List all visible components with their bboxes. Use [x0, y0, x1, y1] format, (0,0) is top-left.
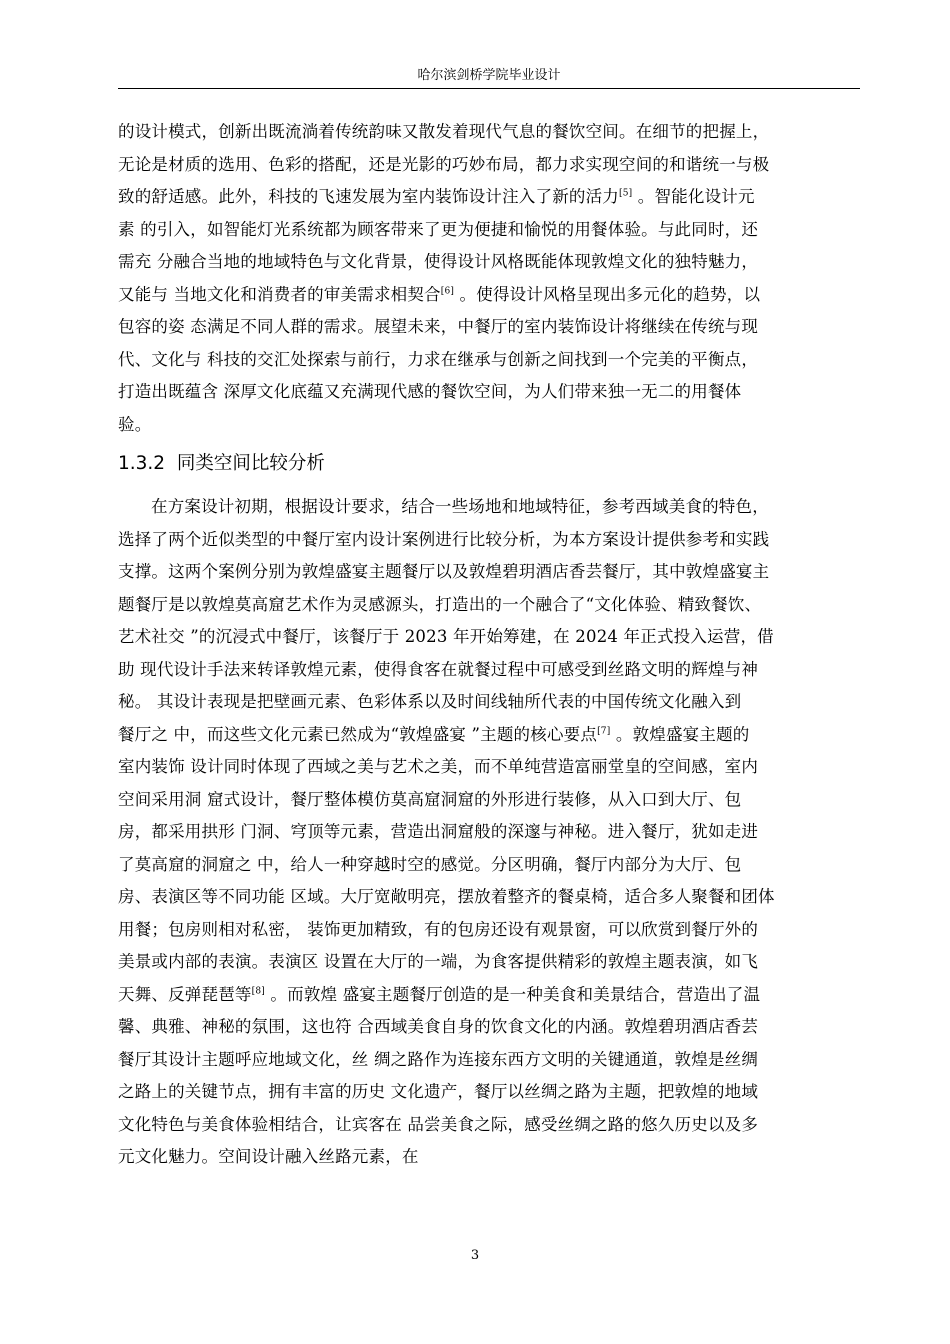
line-text: 元文化魅力。空间设计融入丝路元素，在: [118, 1147, 419, 1166]
text-line: [118, 784, 860, 817]
text-line: [118, 116, 860, 149]
document-body: [118, 116, 860, 1174]
line-text: 了莫高窟的洞窟之 中，给人一种穿越时空的感觉。分区明确，餐厅内部分为大厅、包: [118, 854, 742, 874]
text-line: [118, 344, 860, 377]
line-text: 包容的姿 态满足不同人群的需求。展望未来，中餐厅的室内装饰设计将继续在传统与现: [118, 317, 759, 336]
text-line: [118, 376, 860, 409]
text-line: [118, 279, 860, 312]
text-line: [118, 946, 860, 979]
line-text: 。敦煌盛宴主题的: [610, 724, 750, 744]
line-text: 空间采用洞 窟式设计，餐厅整体模仿莫高窟洞窟的外形进行装修，从入口到大厅、包: [118, 789, 742, 809]
citation-marker[interactable]: [8]: [251, 986, 265, 996]
text-line: [118, 556, 860, 589]
line-text: 需充 分融合当地的地域特色与文化背景，使得设计风格既能体现敦煌文化的独特魅力，: [118, 252, 759, 271]
line-text: 房，都采用拱形 门洞、穹顶等元素，营造出洞窟般的深邃与神秘。进入餐厅，犹如走进: [118, 822, 759, 841]
line-text: 。而敦煌 盛宴主题餐厅创造的是一种美食和美景结合，营造出了温: [264, 984, 761, 1004]
text-line: [118, 181, 860, 214]
line-text: 。使得设计风格呈现出多元化的趋势，以: [454, 284, 761, 304]
citation-marker[interactable]: [7]: [597, 726, 611, 736]
line-text: 文化特色与美食体验相结合，让宾客在 品尝美食之际，感受丝绸之路的悠久历史以及多: [118, 1114, 759, 1134]
text-line: [118, 1109, 860, 1142]
text-line: [118, 524, 860, 557]
line-text: 选择了两个近似类型的中餐厅室内设计案例进行比较分析，为本方案设计提供参考和实践: [118, 529, 770, 549]
text-line: [118, 719, 860, 752]
text-line: [118, 491, 860, 524]
line-text: 室内装饰 设计同时体现了西域之美与艺术之美，而不单纯营造富丽堂皇的空间感，室内: [118, 757, 759, 776]
text-line: [118, 1076, 860, 1109]
line-text: 素 的引入，如智能灯光系统都为顾客带来了更为便捷和愉悦的用餐体验。与此同时，还: [118, 219, 759, 239]
line-text: 的设计模式，创新出既流淌着传统韵味又散发着现代气息的餐饮空间。在细节的把握上，: [118, 122, 770, 141]
line-text: 用餐；包房则相对私密， 装饰更加精致，有的包房还设有观景窗，可以欣赏到餐厅外的: [118, 919, 759, 939]
text-line: [118, 816, 860, 849]
line-text: 验。: [118, 414, 152, 434]
text-line: [118, 849, 860, 882]
line-text: 支撑。这两个案例分别为敦煌盛宴主题餐厅以及敦煌碧玥酒店香芸餐厅，其中敦煌盛宴主: [118, 562, 770, 581]
text-line: [118, 979, 860, 1012]
line-text: 打造出既蕴含 深厚文化底蕴又充满现代感的餐饮空间，为人们带来独一无二的用餐体: [118, 382, 742, 401]
line-text: 艺术社交 ”的沉浸式中餐厅，该餐厅于 2023 年开始筹建，在 2024 年正式投入运营，借: [118, 627, 774, 646]
section-title: 同类空间比较分析: [176, 453, 325, 474]
text-line: [118, 751, 860, 784]
citation-marker[interactable]: [6]: [440, 286, 455, 296]
text-line: [118, 589, 860, 622]
line-text: 馨、典雅、神秘的氛围，这也符 合西域美食自身的饮食文化的内涵。敦煌碧玥酒店香芸: [118, 1017, 759, 1036]
paragraph-2: [118, 491, 860, 1174]
text-line: [118, 1044, 860, 1077]
text-line: [118, 686, 860, 719]
text-line: [118, 621, 860, 654]
text-line: [118, 409, 860, 442]
text-line: [118, 881, 860, 914]
header-title: 哈尔滨剑桥学院毕业设计: [417, 68, 561, 83]
line-text: 无论是材质的选用、色彩的搭配，还是光影的巧妙布局，都力求实现空间的和谐统一与极: [118, 154, 770, 174]
text-line: [118, 914, 860, 947]
line-text: 秘。 其设计表现是把壁画元素、色彩体系以及时间线轴所代表的中国传统文化融入到: [118, 692, 742, 711]
text-line: [118, 246, 860, 279]
line-text: 在方案设计初期，根据设计要求，结合一些场地和地域特征，参考西域美食的特色，: [151, 497, 769, 516]
page-header: [118, 66, 860, 89]
line-text: 致的舒适感。此外，科技的飞速发展为室内装饰设计注入了新的活力: [118, 187, 619, 206]
paragraph-1: [118, 116, 860, 441]
text-line: [118, 311, 860, 344]
section-heading: [118, 449, 860, 479]
section-number: 1.3.2: [118, 453, 166, 474]
text-line: [118, 654, 860, 687]
line-text: 餐厅其设计主题呼应地域文化，丝 绸之路作为连接东西方文明的关键通道，敦煌是丝绸: [118, 1049, 759, 1069]
page-number: 3: [470, 1248, 480, 1263]
text-line: [118, 214, 860, 247]
line-text: 题餐厅是以敦煌莫高窟艺术作为灵感源头，打造出的一个融合了“文化体验、精致餐饮、: [118, 594, 762, 614]
citation-marker[interactable]: [5]: [619, 188, 633, 199]
line-text: 美景或内部的表演。表演区 设置在大厅的一端，为食客提供精彩的敦煌主题表演，如飞: [118, 952, 759, 971]
line-text: 房、表演区等不同功能 区域。大厅宽敞明亮，摆放着整齐的餐桌椅，适合多人聚餐和团体: [118, 887, 775, 906]
line-text: 助 现代设计手法来转译敦煌元素，使得食客在就餐过程中可感受到丝路文明的辉煌与神: [118, 659, 759, 679]
line-text: 天舞、反弹琵琶等: [118, 984, 252, 1004]
line-text: 。智能化设计元: [632, 187, 755, 206]
line-text: 之路上的关键节点，拥有丰富的历史 文化遗产，餐厅以丝绸之路为主题，把敦煌的地域: [118, 1082, 759, 1101]
text-line: [118, 149, 860, 182]
text-line: [118, 1141, 860, 1174]
line-text: 又能与 当地文化和消费者的审美需求相契合: [118, 284, 441, 304]
line-text: 餐厅之 中，而这些文化元素已然成为“敦煌盛宴 ”主题的核心要点: [118, 724, 598, 744]
line-text: 代、文化与 科技的交汇处探索与前行，力求在继承与创新之间找到一个完美的平衡点，: [118, 349, 759, 369]
text-line: [118, 1011, 860, 1044]
